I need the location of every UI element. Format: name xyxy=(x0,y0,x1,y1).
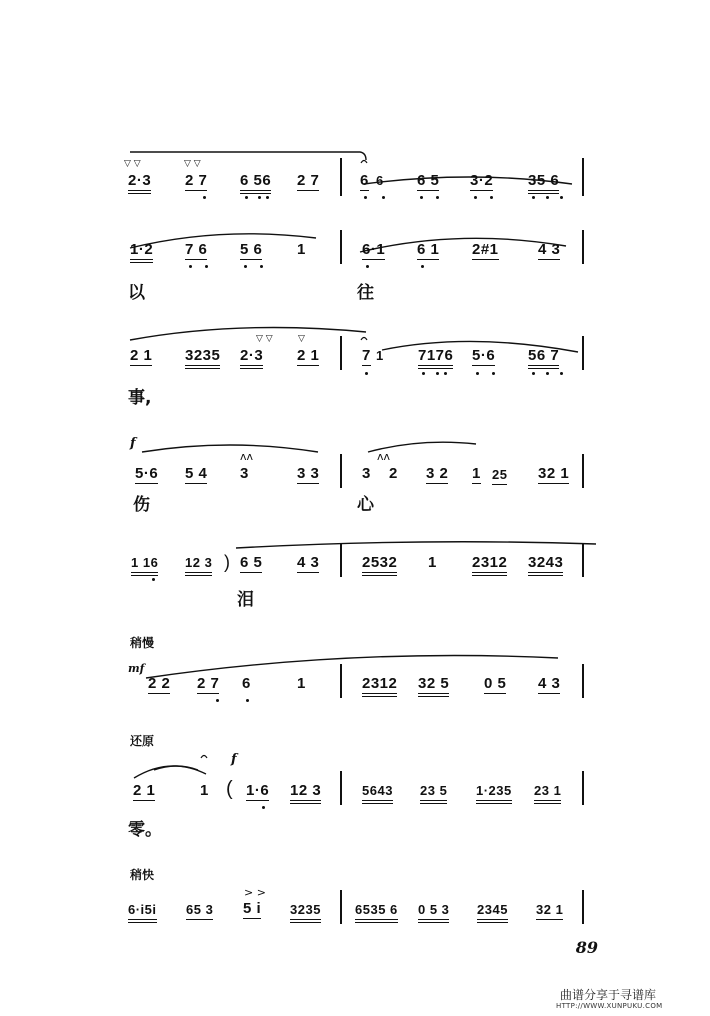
score-line-5 xyxy=(0,551,710,581)
note-group: 6 xyxy=(376,173,384,188)
accent-mark: ▽ xyxy=(298,334,305,344)
note-group: 1 xyxy=(297,675,306,692)
note-group: 32 5 xyxy=(418,675,449,697)
note-group: 2 1 xyxy=(133,782,156,799)
note-group: 7 6 xyxy=(185,241,208,258)
barline xyxy=(340,543,342,577)
score-line-3 xyxy=(0,334,710,374)
note-group: 2#1 xyxy=(472,241,499,258)
score-line-8 xyxy=(0,886,710,928)
tempo-marking: 还原 xyxy=(130,734,155,748)
score-line-7 xyxy=(0,779,710,809)
note-group: 56 7 xyxy=(528,347,559,369)
mordent-mark: ʌʌ xyxy=(240,450,254,463)
note-group: 1·6 xyxy=(246,782,270,799)
note-group: 6 5 xyxy=(240,554,263,571)
note-group: 7176 xyxy=(418,347,453,369)
tempo-marking: 稍快 xyxy=(130,868,155,882)
note-group: 12 3 xyxy=(290,782,321,804)
lyric: 零。 xyxy=(128,820,162,840)
note-group: 4 3 xyxy=(538,675,561,692)
note-group: 6 56 xyxy=(240,172,271,194)
note-group: 1 xyxy=(376,348,384,363)
score-line-2 xyxy=(0,238,710,268)
note-group: 2 xyxy=(389,465,398,482)
note-group: 3 3 xyxy=(297,465,320,482)
barline xyxy=(582,543,584,577)
barline xyxy=(582,336,584,370)
barline xyxy=(582,664,584,698)
note-group: 12 3 xyxy=(185,554,212,576)
note-group: 6 xyxy=(360,172,369,189)
note-group: 2345 xyxy=(477,901,508,923)
barline xyxy=(340,771,342,805)
dynamic-mark: f xyxy=(130,436,136,451)
tempo-marking: 稍慢 xyxy=(130,636,155,650)
note-group: 32 1 xyxy=(536,901,563,920)
lyric: 以 xyxy=(128,283,145,303)
note-group: 5 6 xyxy=(240,241,263,258)
note-group: 5643 xyxy=(362,782,393,804)
barline xyxy=(582,454,584,488)
note-group: 1 xyxy=(297,241,306,258)
note-group: 4 3 xyxy=(297,554,320,571)
barline xyxy=(340,664,342,698)
score-line-6 xyxy=(0,672,710,702)
lyric: 事, xyxy=(128,388,152,408)
note-group: 2 1 xyxy=(297,347,320,364)
accent-mark: ▽ ▽ xyxy=(184,159,201,169)
note-group: 2·3 xyxy=(240,347,263,369)
note-group: 3235 xyxy=(185,347,220,369)
watermark-url: HTTP://WWW.XUNPUKU.COM xyxy=(556,1002,663,1010)
note-group: 1·235 xyxy=(476,782,512,804)
barline xyxy=(582,158,584,196)
lyric: 伤 xyxy=(133,495,150,515)
accent-mark: ▽ ▽ xyxy=(256,334,273,344)
note-group: 2·3 xyxy=(128,172,151,194)
barline xyxy=(340,336,342,370)
note-group: 0 5 xyxy=(484,675,507,692)
note-group: 23 5 xyxy=(420,782,447,804)
score-line-1 xyxy=(0,159,710,198)
lyric: 心 xyxy=(357,495,374,515)
note-group: 6 5 xyxy=(417,172,440,189)
note-group: 32 1 xyxy=(538,465,570,482)
note-group: 2312 xyxy=(472,554,507,576)
note-group: 3 2 xyxy=(426,465,449,482)
paren: ) xyxy=(224,552,231,572)
note-group: 0 5 3 xyxy=(418,901,449,923)
note-group: 2 7 xyxy=(197,675,220,692)
note-group: 5 4 xyxy=(185,465,208,482)
note-group: 1 xyxy=(472,465,481,482)
barline xyxy=(582,771,584,805)
note-group: 1 xyxy=(428,554,437,571)
mordent-mark: ʌʌ xyxy=(377,450,391,463)
note-group: 3243 xyxy=(528,554,563,576)
dynamic-mark: f xyxy=(231,752,237,767)
score-line-4 xyxy=(0,450,710,492)
note-group: 6 xyxy=(242,675,251,692)
barline xyxy=(582,890,584,924)
note-group: 3 xyxy=(240,465,249,482)
note-group: 2 7 xyxy=(185,172,208,189)
note-group: 1·2 xyxy=(130,241,153,263)
note-group: 1 xyxy=(200,782,209,799)
note-group: 6 1 xyxy=(417,241,440,258)
note-group: 2532 xyxy=(362,554,397,576)
note-group: 35 6 xyxy=(528,172,559,194)
note-group: 2 1 xyxy=(130,347,153,364)
barline xyxy=(340,230,342,264)
accent-mark: ▽ ▽ xyxy=(124,159,141,169)
note-group: 5·6 xyxy=(472,347,496,364)
page-number: 89 xyxy=(575,938,598,957)
note-group: 65 3 xyxy=(186,901,213,920)
note-group: 2 7 xyxy=(297,172,320,189)
note-group: 3 xyxy=(362,465,371,482)
barline xyxy=(340,890,342,924)
note-group: 6·1 xyxy=(362,241,386,258)
note-group: 3·2 xyxy=(470,172,494,189)
watermark-text: 曲谱分享于寻谱库 xyxy=(560,988,657,1002)
barline xyxy=(340,454,342,488)
note-group: 2 2 xyxy=(148,675,171,692)
note-group: 6535 6 xyxy=(355,901,398,923)
note-group: 23 1 xyxy=(534,782,561,804)
note-group: 2312 xyxy=(362,675,397,697)
note-group: 5·6 xyxy=(135,465,159,482)
note-group: 5 i xyxy=(243,900,262,917)
lyric: 往 xyxy=(357,283,374,303)
dynamic-mark: mf xyxy=(128,662,145,675)
accent-mark: > > xyxy=(244,886,266,899)
barline xyxy=(340,158,342,196)
lyric: 泪 xyxy=(237,590,254,610)
barline xyxy=(582,230,584,264)
note-group: 1 16 xyxy=(131,554,158,576)
note-group: 7 xyxy=(362,347,371,364)
paren: ( xyxy=(226,778,234,800)
note-group: 25 xyxy=(492,466,507,485)
note-group: 3235 xyxy=(290,901,321,923)
note-group: 6·i5i xyxy=(128,901,157,923)
note-group: 4 3 xyxy=(538,241,561,258)
